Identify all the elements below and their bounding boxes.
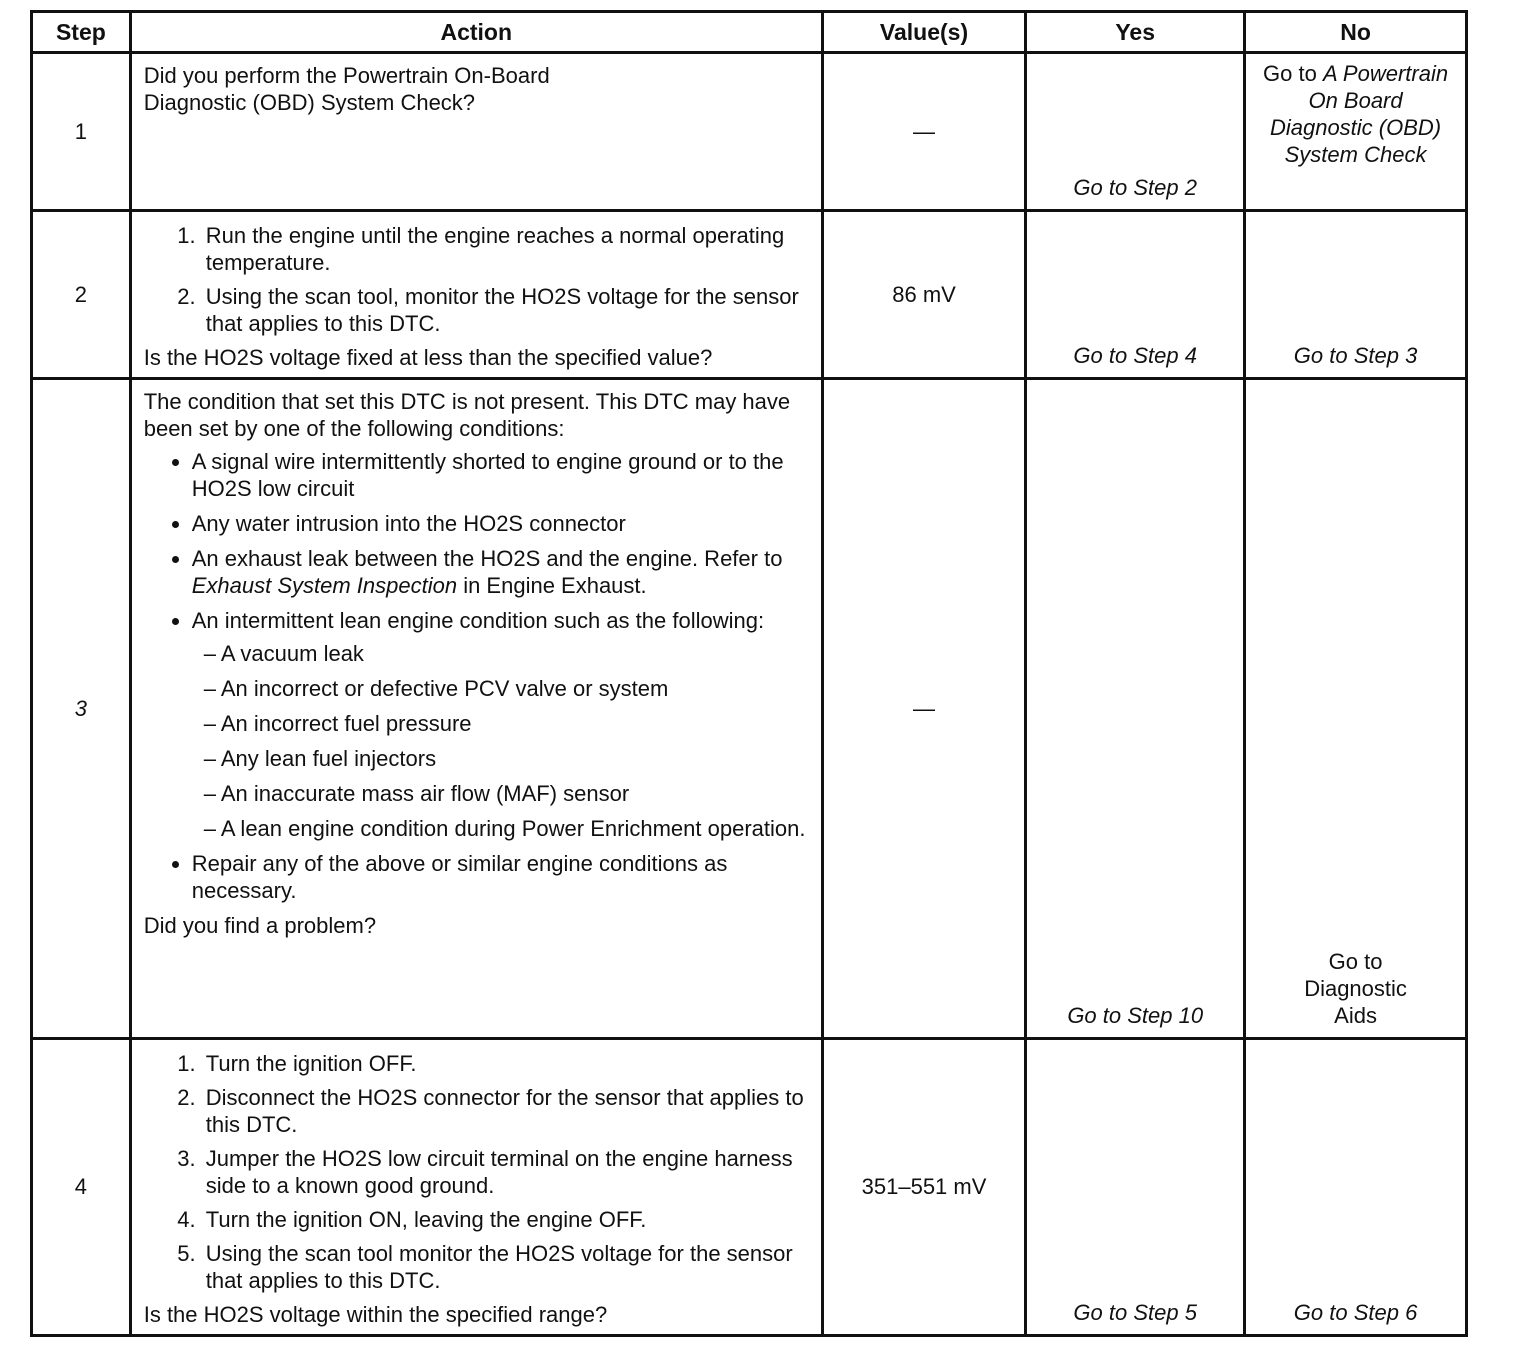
header-no: No [1245,12,1467,53]
condition-item: • Repair any of the above or similar engine conditions as necessary. [192,850,811,904]
condition-text: An intermittent lean engine condition such as the following: [191,608,765,633]
action-intro: The condition that set this DTC is not present. This DTC may have been set by one of the following conditions: [143,389,791,441]
no-link-prefix: Go to [1263,61,1323,86]
header-values: Value(s) [822,12,1026,53]
condition-text: An exhaust leak between the HO2S and the engine. Refer to [191,546,783,571]
value-cell: — [822,379,1026,1039]
step-number: 1 [32,53,131,211]
no-cell [1245,53,1467,211]
no-link[interactable]: Go to Step 6 [1293,1300,1418,1325]
no-cell [1245,379,1467,1039]
lean-condition-item: – A lean engine condition during Power Enrichment operation. [204,815,811,842]
action-cell [130,53,822,211]
action-question: Is the HO2S voltage within the specified range? [143,1302,608,1327]
action-step: 1. Turn the ignition OFF. [202,1050,811,1077]
lean-condition-list [192,640,811,842]
lean-condition-item: – An incorrect fuel pressure [204,710,811,737]
yes-cell [1026,379,1245,1039]
lean-condition-item: – A vacuum leak [204,640,811,667]
yes-link[interactable]: Go to Step 2 [1073,175,1197,200]
condition-text: in Engine Exhaust. [457,573,647,598]
action-cell [130,211,822,379]
header-step: Step [32,12,131,53]
diagnostic-table [30,10,1468,1337]
condition-item: • Any water intrusion into the HO2S connector [192,510,811,537]
action-cell [130,379,822,1039]
action-question: Is the HO2S voltage fixed at less than the specified value? [143,345,713,370]
step-number: 4 [32,1039,131,1336]
step-1-row [32,53,1467,211]
step-2-row [32,211,1467,379]
action-cell [130,1039,822,1336]
no-cell [1245,211,1467,379]
yes-link[interactable]: Go to Step 4 [1073,343,1197,368]
action-step: 3. Jumper the HO2S low circuit terminal on the engine harness side to a known good ground. [202,1145,811,1199]
action-step: 2. Using the scan tool, monitor the HO2S voltage for the sensor that applies to this DTC. [202,283,811,337]
lean-condition-item: – Any lean fuel injectors [204,745,811,772]
no-link[interactable] [1246,60,1465,168]
no-link-target: A Powertrain On Board Diagnostic (OBD) System Check [1269,61,1449,167]
action-question: Did you perform the Powertrain On-Board Diagnostic (OBD) System Check? [143,63,550,115]
action-question: Did you find a problem? [143,913,377,938]
step-4-row [32,1039,1467,1336]
action-step: 2. Disconnect the HO2S connector for the sensor that applies to this DTC. [202,1084,811,1138]
lean-condition-item: – An incorrect or defective PCV valve or system [204,675,811,702]
value-cell: 351–551 mV [822,1039,1026,1336]
yes-link[interactable]: Go to Step 5 [1073,1300,1197,1325]
reference-link[interactable]: Exhaust System Inspection [191,573,458,598]
no-link[interactable]: Go to Diagnostic Aids [1304,949,1407,1028]
header-yes: Yes [1026,12,1245,53]
condition-list [144,448,811,904]
header-action: Action [130,12,822,53]
no-cell [1245,1039,1467,1336]
no-link[interactable]: Go to Step 3 [1293,343,1418,368]
condition-item: • A signal wire intermittently shorted to engine ground or to the HO2S low circuit [192,448,811,502]
yes-cell [1026,1039,1245,1336]
action-step: 1. Run the engine until the engine reaches a normal operating temperature. [202,222,811,276]
condition-item [192,545,811,599]
step-number: 3 [32,379,131,1039]
yes-cell [1026,211,1245,379]
action-steps [144,1050,811,1294]
step-3-row [32,379,1467,1039]
lean-condition-item: – An inaccurate mass air flow (MAF) sensor [204,780,811,807]
yes-link[interactable]: Go to Step 10 [1067,1003,1204,1028]
step-number: 2 [32,211,131,379]
value-cell: 86 mV [822,211,1026,379]
value-cell: — [822,53,1026,211]
yes-cell [1026,53,1245,211]
header-row [32,12,1467,53]
action-steps [144,222,811,337]
action-step: 5. Using the scan tool monitor the HO2S voltage for the sensor that applies to this DTC. [202,1240,811,1294]
action-step: 4. Turn the ignition ON, leaving the engine OFF. [202,1206,811,1233]
condition-item [192,607,811,842]
